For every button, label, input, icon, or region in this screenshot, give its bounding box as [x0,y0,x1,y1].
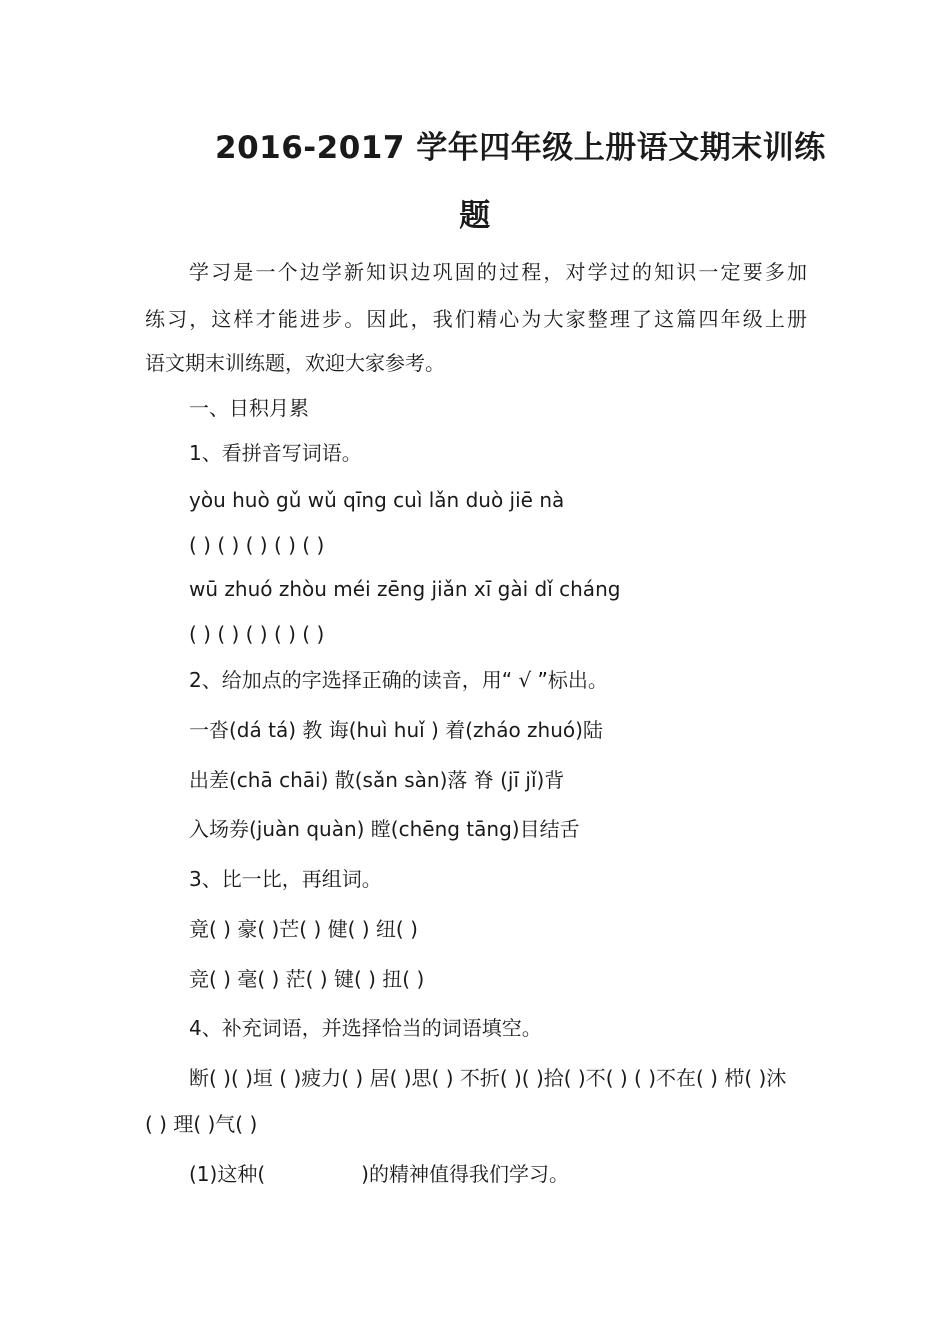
question-2-row-3: 入场券(juàn quàn) 瞠(chēng tāng)目结舌 [189,817,580,841]
section-heading: 一、日积月累 [189,396,309,420]
question-1-pinyin-row-1: yòu huò gǔ wǔ qīng cuì lǎn duò jiē nà [189,488,565,512]
question-2-row-1: 一沓(dá tá) 教 诲(huì huǐ ) 着(zháo zhuó)陆 [189,718,603,742]
question-4-label: 4、补充词语，并选择恰当的词语填空。 [189,1016,542,1040]
question-3-label: 3、比一比，再组词。 [189,867,382,891]
question-1-blanks-row-2: ( ) ( ) ( ) ( ) ( ) [189,622,325,646]
question-2-label: 2、给加点的字选择正确的读音，用“ √ ”标出。 [189,668,608,692]
question-4-row-1: 断( )( )垣 ( )疲力( ) 居( )思( ) 不折( )( )拾( )不( ) ( )不在( ) 栉( )沐 [189,1066,787,1090]
question-3-row-2: 竞( ) 毫( ) 茫( ) 键( ) 扭( ) [189,967,425,991]
question-4-row-2: ( ) 理( )气( ) [145,1112,258,1136]
question-4-sub-1 [189,1161,569,1187]
intro-paragraph-line-2: 练习，这样才能进步。因此，我们精心为大家整理了这篇四年级上册 [145,307,807,331]
intro-paragraph-line-1: 学习是一个边学新知识边巩固的过程，对学过的知识一定要多加 [189,260,807,284]
intro-paragraph-line-3: 语文期末训练题，欢迎大家参考。 [145,351,445,375]
question-1-pinyin-row-2: wū zhuó zhòu méi zēng jiǎn xī gài dǐ cháng [189,577,621,601]
question-3-row-1: 竟( ) 豪( )芒( ) 健( ) 纽( ) [189,917,418,941]
question-1-label: 1、看拼音写词语。 [189,441,362,465]
document-title-line-1: 2016-2017 学年四年级上册语文期末训练 [215,130,826,166]
question-4-sub-1-prefix: (1)这种( [189,1162,266,1186]
document-title-line-2: 题 [459,198,491,234]
question-4-sub-1-suffix: )的精神值得我们学习。 [361,1162,569,1186]
question-2-row-2: 出差(chā chāi) 散(sǎn sàn)落 脊 (jī jǐ)背 [189,768,565,792]
question-1-blanks-row-1: ( ) ( ) ( ) ( ) ( ) [189,533,325,557]
